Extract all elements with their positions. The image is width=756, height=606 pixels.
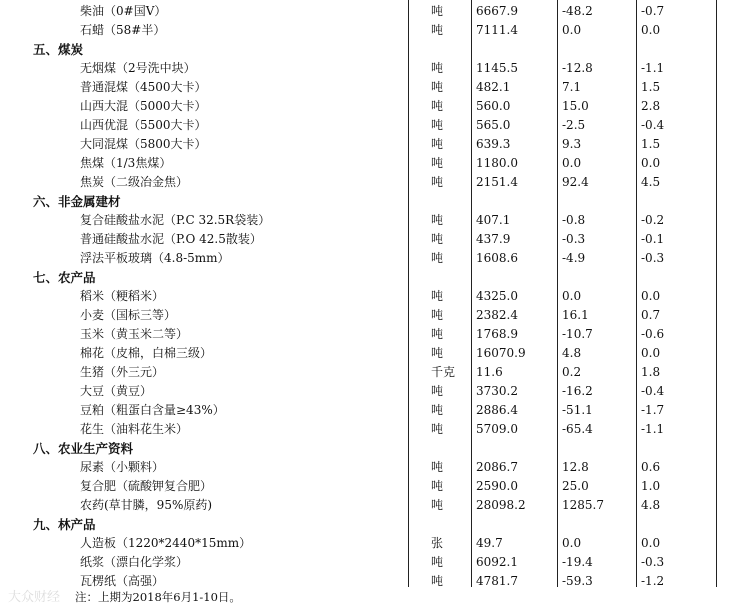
table-row xyxy=(0,249,756,268)
item-name: 山西优混（5500大卡） xyxy=(80,118,207,132)
change-percent-cell: 0.6 xyxy=(641,460,661,474)
table-row xyxy=(0,553,756,572)
price-cell: 4781.7 xyxy=(476,574,518,588)
category-row xyxy=(0,192,756,211)
price-cell: 28098.2 xyxy=(476,498,526,512)
change-percent-cell: 4.5 xyxy=(641,175,661,189)
change-percent-cell: -0.7 xyxy=(641,4,665,18)
change-amount-cell: 0.2 xyxy=(562,365,582,379)
price-cell: 2151.4 xyxy=(476,175,518,189)
change-amount-cell: 1285.7 xyxy=(562,498,604,512)
price-cell: 2382.4 xyxy=(476,308,518,322)
unit-cell: 吨 xyxy=(431,308,444,322)
price-cell: 437.9 xyxy=(476,232,511,246)
change-percent-cell: 0.0 xyxy=(641,289,661,303)
change-amount-cell: -0.3 xyxy=(562,232,586,246)
price-cell: 2590.0 xyxy=(476,479,518,493)
unit-cell: 吨 xyxy=(431,156,444,170)
item-name: 石蜡（58#半） xyxy=(80,23,166,37)
price-cell: 49.7 xyxy=(476,536,503,550)
table-row xyxy=(0,135,756,154)
change-amount-cell: 15.0 xyxy=(562,99,589,113)
unit-cell: 吨 xyxy=(431,137,444,151)
price-cell: 639.3 xyxy=(476,137,511,151)
unit-cell: 吨 xyxy=(431,175,444,189)
unit-cell: 吨 xyxy=(431,80,444,94)
price-cell: 565.0 xyxy=(476,118,511,132)
category-label: 五、煤炭 xyxy=(33,42,84,57)
unit-cell: 吨 xyxy=(431,574,444,588)
category-row xyxy=(0,439,756,458)
change-percent-cell: 0.0 xyxy=(641,346,661,360)
table-row xyxy=(0,21,756,40)
unit-cell: 张 xyxy=(431,536,444,550)
unit-cell: 吨 xyxy=(431,555,444,569)
change-amount-cell: -2.5 xyxy=(562,118,586,132)
item-name: 无烟煤（2号洗中块） xyxy=(80,61,196,75)
change-percent-cell: -0.1 xyxy=(641,232,665,246)
table-row xyxy=(0,363,756,382)
item-name: 大豆（黄豆） xyxy=(80,384,153,398)
price-cell: 11.6 xyxy=(476,365,503,379)
price-cell: 6667.9 xyxy=(476,4,518,18)
change-amount-cell: -59.3 xyxy=(562,574,593,588)
unit-cell: 吨 xyxy=(431,422,444,436)
item-name: 农药(草甘膦，95%原药) xyxy=(80,498,213,512)
table-row xyxy=(0,325,756,344)
unit-cell: 吨 xyxy=(431,460,444,474)
unit-cell: 吨 xyxy=(431,479,444,493)
item-name: 复合硅酸盐水泥（P.C 32.5R袋装） xyxy=(80,213,271,227)
table-row xyxy=(0,59,756,78)
item-name: 尿素（小颗料） xyxy=(80,460,165,474)
price-cell: 3730.2 xyxy=(476,384,518,398)
table-row xyxy=(0,97,756,116)
change-amount-cell: 0.0 xyxy=(562,536,582,550)
change-amount-cell: -0.8 xyxy=(562,213,586,227)
item-name: 普通硅酸盐水泥（P.O 42.5散装） xyxy=(80,232,262,246)
unit-cell: 吨 xyxy=(431,251,444,265)
change-percent-cell: 0.0 xyxy=(641,536,661,550)
table-row xyxy=(0,477,756,496)
unit-cell: 吨 xyxy=(431,232,444,246)
change-percent-cell: 1.8 xyxy=(641,365,661,379)
item-name: 浮法平板玻璃（4.8-5mm） xyxy=(80,251,230,265)
change-amount-cell: -12.8 xyxy=(562,61,593,75)
price-cell: 482.1 xyxy=(476,80,511,94)
item-name: 稻米（粳稻米） xyxy=(80,289,165,303)
change-percent-cell: 0.0 xyxy=(641,156,661,170)
price-cell: 1768.9 xyxy=(476,327,518,341)
table-row xyxy=(0,154,756,173)
unit-cell: 吨 xyxy=(431,327,444,341)
unit-cell: 吨 xyxy=(431,118,444,132)
change-amount-cell: 9.3 xyxy=(562,137,582,151)
table-row xyxy=(0,173,756,192)
item-name: 小麦（国标三等） xyxy=(80,308,177,322)
item-name: 玉米（黄玉米二等） xyxy=(80,327,189,341)
change-percent-cell: -1.7 xyxy=(641,403,665,417)
change-percent-cell: 1.0 xyxy=(641,479,661,493)
table-row xyxy=(0,211,756,230)
table-row xyxy=(0,306,756,325)
change-percent-cell: -0.2 xyxy=(641,213,665,227)
unit-cell: 吨 xyxy=(431,99,444,113)
price-cell: 1608.6 xyxy=(476,251,518,265)
price-cell: 2886.4 xyxy=(476,403,518,417)
item-name: 山西大混（5000大卡） xyxy=(80,99,207,113)
change-amount-cell: 25.0 xyxy=(562,479,589,493)
category-label: 六、非金属建材 xyxy=(33,194,121,209)
table-row xyxy=(0,401,756,420)
change-amount-cell: -4.9 xyxy=(562,251,586,265)
change-amount-cell: 4.8 xyxy=(562,346,582,360)
unit-cell: 吨 xyxy=(431,346,444,360)
footnote: 注：上期为2018年6月1-10日。 xyxy=(75,590,241,604)
change-amount-cell: -48.2 xyxy=(562,4,593,18)
item-name: 复合肥（硫酸钾复合肥） xyxy=(80,479,213,493)
change-percent-cell: -0.3 xyxy=(641,555,665,569)
change-amount-cell: -10.7 xyxy=(562,327,593,341)
table-row xyxy=(0,496,756,515)
change-percent-cell: -1.1 xyxy=(641,61,665,75)
table-row xyxy=(0,78,756,97)
item-name: 生猪（外三元） xyxy=(80,365,165,379)
table-row xyxy=(0,116,756,135)
unit-cell: 吨 xyxy=(431,61,444,75)
change-amount-cell: 7.1 xyxy=(562,80,582,94)
unit-cell: 吨 xyxy=(431,384,444,398)
table-row xyxy=(0,287,756,306)
item-name: 焦煤（1/3焦煤） xyxy=(80,156,172,170)
unit-cell: 吨 xyxy=(431,23,444,37)
unit-cell: 吨 xyxy=(431,403,444,417)
unit-cell: 吨 xyxy=(431,213,444,227)
change-percent-cell: -1.1 xyxy=(641,422,665,436)
unit-cell: 千克 xyxy=(431,365,456,379)
change-amount-cell: 0.0 xyxy=(562,156,582,170)
change-percent-cell: 0.0 xyxy=(641,23,661,37)
item-name: 花生（油料花生米） xyxy=(80,422,189,436)
change-percent-cell: -1.2 xyxy=(641,574,665,588)
price-cell: 1180.0 xyxy=(476,156,518,170)
change-amount-cell: 16.1 xyxy=(562,308,589,322)
price-cell: 7111.4 xyxy=(476,23,518,37)
item-name: 普通混煤（4500大卡） xyxy=(80,80,207,94)
category-label: 八、农业生产资料 xyxy=(33,441,134,456)
change-amount-cell: -19.4 xyxy=(562,555,593,569)
price-cell: 5709.0 xyxy=(476,422,518,436)
category-row xyxy=(0,268,756,287)
category-label: 七、农产品 xyxy=(33,270,96,285)
watermark: 大众财经 xyxy=(8,590,61,605)
change-amount-cell: 12.8 xyxy=(562,460,589,474)
change-amount-cell: 92.4 xyxy=(562,175,589,189)
change-percent-cell: 4.8 xyxy=(641,498,661,512)
change-percent-cell: -0.3 xyxy=(641,251,665,265)
change-amount-cell: -16.2 xyxy=(562,384,593,398)
item-name: 大同混煤（5800大卡） xyxy=(80,137,207,151)
change-amount-cell: 0.0 xyxy=(562,23,582,37)
category-row xyxy=(0,40,756,59)
unit-cell: 吨 xyxy=(431,498,444,512)
price-cell: 560.0 xyxy=(476,99,511,113)
price-cell: 6092.1 xyxy=(476,555,518,569)
table-row xyxy=(0,534,756,553)
unit-cell: 吨 xyxy=(431,4,444,18)
unit-cell: 吨 xyxy=(431,289,444,303)
change-amount-cell: -51.1 xyxy=(562,403,593,417)
item-name: 棉花（皮棉，白棉三级） xyxy=(80,346,213,360)
change-percent-cell: -0.4 xyxy=(641,118,665,132)
item-name: 豆粕（粗蛋白含量≥43%） xyxy=(80,403,225,417)
price-cell: 4325.0 xyxy=(476,289,518,303)
category-label: 九、林产品 xyxy=(33,517,96,532)
category-row xyxy=(0,515,756,534)
change-percent-cell: 0.7 xyxy=(641,308,661,322)
change-percent-cell: 2.8 xyxy=(641,99,661,113)
change-amount-cell: 0.0 xyxy=(562,289,582,303)
table-row xyxy=(0,344,756,363)
item-name: 纸浆（漂白化学浆） xyxy=(80,555,189,569)
item-name: 柴油（0#国Ⅴ） xyxy=(80,4,167,18)
table-row xyxy=(0,230,756,249)
change-percent-cell: 1.5 xyxy=(641,137,661,151)
item-name: 瓦楞纸（高强） xyxy=(80,574,165,588)
change-percent-cell: -0.6 xyxy=(641,327,665,341)
change-amount-cell: -65.4 xyxy=(562,422,593,436)
item-name: 人造板（1220*2440*15mm） xyxy=(80,536,252,550)
table-row xyxy=(0,458,756,477)
change-percent-cell: -0.4 xyxy=(641,384,665,398)
table-row xyxy=(0,420,756,439)
table-row xyxy=(0,382,756,401)
item-name: 焦炭（二级冶金焦） xyxy=(80,175,189,189)
table-row xyxy=(0,2,756,21)
price-cell: 1145.5 xyxy=(476,61,518,75)
price-cell: 2086.7 xyxy=(476,460,518,474)
price-cell: 407.1 xyxy=(476,213,511,227)
change-percent-cell: 1.5 xyxy=(641,80,661,94)
price-cell: 16070.9 xyxy=(476,346,526,360)
